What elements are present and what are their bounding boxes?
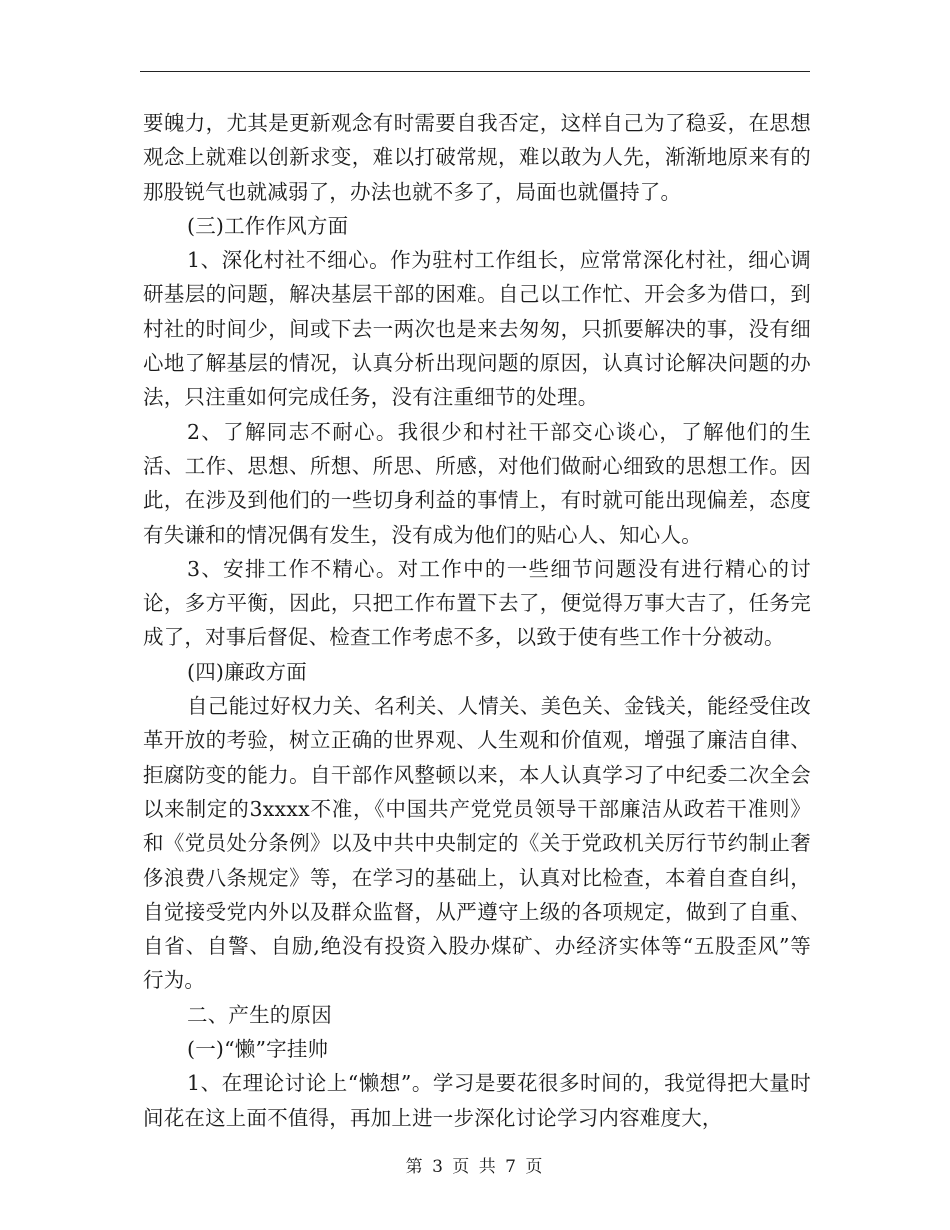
header-rule: [140, 71, 810, 72]
heading-work-style: (三)工作作风方面: [187, 213, 349, 238]
heading-causes: 二、产生的原因: [187, 1002, 332, 1027]
heading-laziness: (一)“懒”字挂帅: [187, 1037, 329, 1062]
page-number-footer: 第 3 页 共 7 页: [405, 1157, 545, 1177]
heading-integrity: (四)廉政方面: [187, 659, 307, 684]
paragraph-village-visits: 1、深化村社不细心。作为驻村工作组长，应常常深化村社，细心调研基层的问题，解决基层干部的困难。自己以工作忙、开会多为借口，到村社的时间少，间或下去一两次也是来去匆匆，只抓要解决的事，没有细心地了解基层的情况，认真分析出现问题的原因，认真讨论解决问题的办法，只注重如何完成任务，没有注重细节的处理。: [143, 248, 811, 410]
paragraph-continued: 要魄力，尤其是更新观念有时需要自我否定，这样自己为了稳妥，在思想观念上就难以创新求变，难以打破常规，难以敢为人先，渐渐地原来有的那股锐气也就减弱了，办法也就不多了，局面也就僵持了。: [143, 111, 811, 204]
paragraph-theory-discussion: 1、在理论讨论上“懒想”。学习是要花很多时间的，我觉得把大量时间花在这上面不值得，再加上进一步深化讨论学习内容难度大，: [143, 1071, 811, 1130]
paragraph-understanding-colleagues: 2、了解同志不耐心。我很少和村社干部交心谈心，了解他们的生活、工作、思想、所想、所思、所感，对他们做耐心细致的思想工作。因此，在涉及到他们的一些切身利益的事情上，有时就可能出现偏差，态度有失谦和的情况偶有发生，没有成为他们的贴心人、知心人。: [143, 419, 811, 547]
paragraph-work-arrangement: 3、安排工作不精心。对工作中的一些细节问题没有进行精心的讨论，多方平衡，因此，只把工作布置下去了，便觉得万事大吉了，任务完成了，对事后督促、检查工作考虑不多，以致于使有些工作十分被动。: [143, 556, 811, 650]
document-body: [143, 106, 811, 1135]
paragraph-integrity: 自己能过好权力关、名利关、人情关、美色关、金钱关，能经受住改革开放的考验，树立正确的世界观、人生观和价值观，增强了廉洁自律、拒腐防变的能力。自干部作风整顿以来，本人认真学习了中纪委二次全会以来制定的3xxxx不准，《中国共产党党员领导干部廉洁从政若干准则》和《党员处分条例》以及中共中央制定的《关于党政机关厉行节约制止奢侈浪费八条规定》等，在学习的基础上，认真对比检查，本着自查自纠，自觉接受党内外以及群众监督，从严遵守上级的各项规定，做到了自重、自省、自警、自励,绝没有投资入股办煤矿、办经济实体等“五股歪风”等行为。: [143, 694, 811, 993]
